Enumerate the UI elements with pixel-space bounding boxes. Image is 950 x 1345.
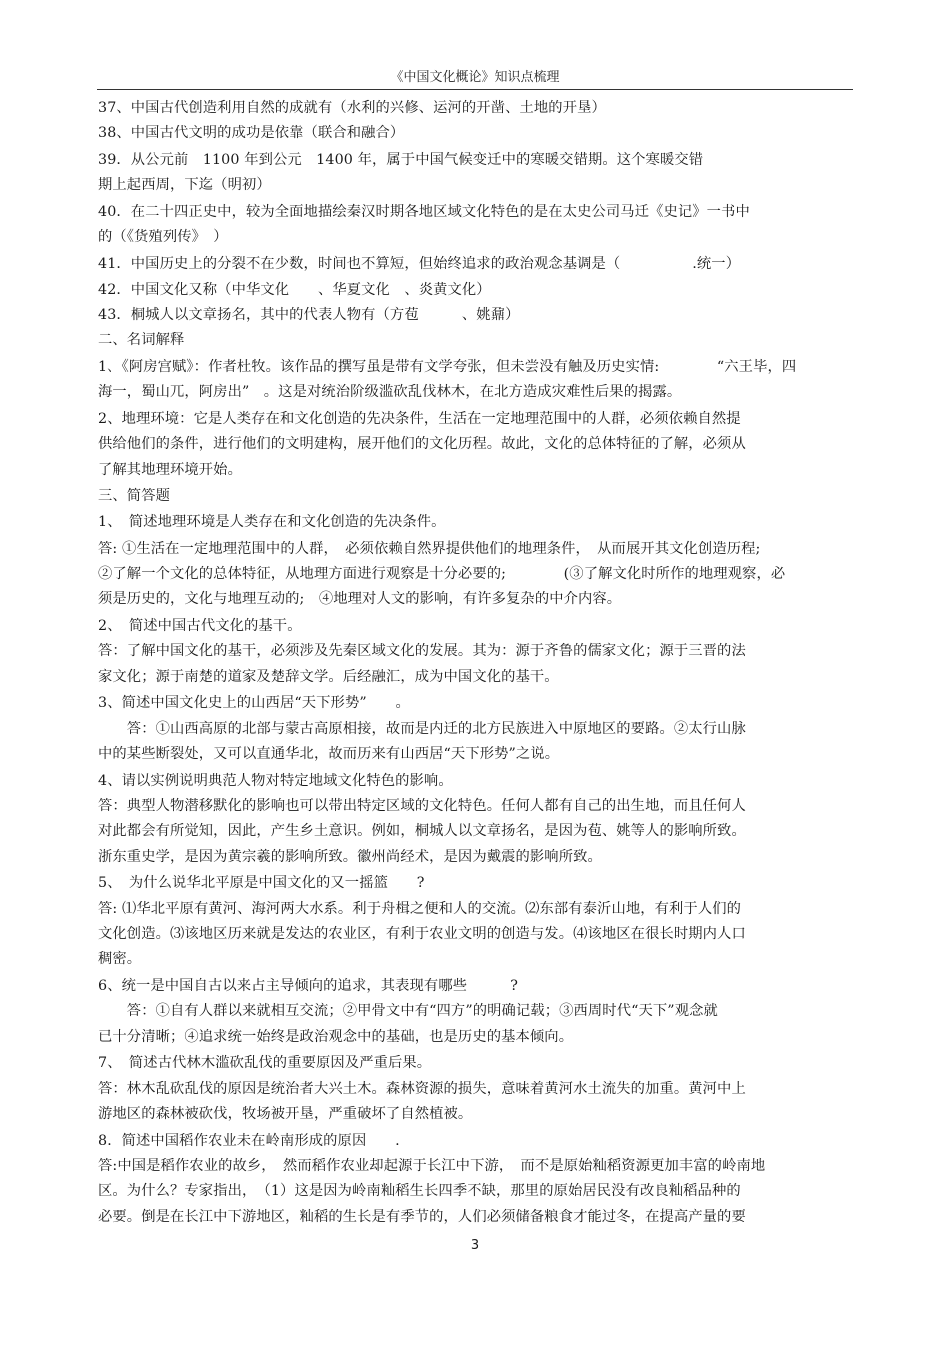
text-line: 2、 简述中国古代文化的基干。 bbox=[98, 617, 302, 634]
text-line: 海一，蜀山兀，阿房出” 。这是对统治阶级滥砍乱伐林木，在北方造成灾难性后果的揭露。 bbox=[98, 384, 682, 401]
text-line: 中的某些断裂处，又可以直通华北，故而历来有山西居“天下形势”之说。 bbox=[98, 745, 560, 762]
text-line: 41．中国历史上的分裂不在少数，时间也不算短，但始终追求的政治观念基调是（ .统一） bbox=[98, 256, 741, 273]
text-line: 期上起西周，下迄（明初） bbox=[98, 177, 271, 194]
header-rule bbox=[97, 89, 853, 90]
text-line: 答：林木乱砍乱伐的原因是统治者大兴土木。森林资源的损失，意味着黄河水土流失的加重。黄河中上 bbox=[98, 1080, 746, 1097]
text-line: 对此都会有所觉知，因此，产生乡土意识。例如，桐城人以文章扬名，是因为苞、姚等人的影响所致。 bbox=[98, 823, 746, 840]
text-line: 答: ①生活在一定地理范围中的人群， 必须依赖自然界提供他们的地理条件， 从而展开其文化创造历程; bbox=[98, 540, 761, 557]
text-line: 1、 简述地理环境是人类存在和文化创造的先决条件。 bbox=[98, 513, 446, 530]
running-header: 《中国文化概论》知识点梳理 bbox=[390, 70, 560, 85]
text-line: 7、 简述古代林木滥砍乱伐的重要原因及严重后果。 bbox=[98, 1055, 432, 1072]
text-line: ②了解一个文化的总体特征，从地理方面进行观察是十分必要的; (③了解文化时所作的地理观察，必 bbox=[98, 565, 786, 582]
text-line: 5、 为什么说华北平原是中国文化的又一摇篮 ? bbox=[98, 875, 425, 892]
text-line: 43．桐城人以文章扬名，其中的代表人物有（方苞 、姚鼐） bbox=[98, 306, 520, 323]
text-line: 已十分清晰；④追求统一始终是政治观念中的基础，也是历史的基本倾向。 bbox=[98, 1028, 574, 1045]
text-line: 了解其地理环境开始。 bbox=[98, 461, 242, 478]
text-line: 4、请以实例说明典范人物对特定地域文化特色的影响。 bbox=[98, 772, 453, 789]
page-number: 3 bbox=[470, 1238, 480, 1253]
text-line: 答：①山西高原的北部与蒙古高原相接，故而是内迁的北方民族进入中原地区的要路。②太行山脉 bbox=[98, 720, 746, 737]
text-line: 答:中国是稻作农业的故乡， 然而稻作农业却起源于长江中下游， 而不是原始籼稻资源更加丰富的岭南地 bbox=[98, 1158, 766, 1175]
text-line: 浙东重史学，是因为黄宗羲的影响所致。徽州尚经术，是因为戴震的影响所致。 bbox=[98, 848, 602, 865]
text-line: 42．中国文化又称（中华文化 、华夏文化 、炎黄文化） bbox=[98, 281, 491, 298]
text-line: 供给他们的条件，进行他们的文明建构，展开他们的文化历程。故此，文化的总体特征的了解，必须从 bbox=[98, 436, 746, 453]
text-line: 答: ⑴华北平原有黄河、海河两大水系。利于舟楫之便和人的交流。⑵东部有泰沂山地，有利于人们的 bbox=[98, 900, 742, 917]
text-line: 2、地理环境：它是人类存在和文化创造的先决条件，生活在一定地理范围中的人群，必须依赖自然提 bbox=[98, 411, 741, 428]
text-line: 8．简述中国稻作农业未在岭南形成的原因 . bbox=[98, 1132, 400, 1149]
text-line: 6、统一是中国自古以来占主导倾向的追求，其表现有哪些 ? bbox=[98, 978, 519, 995]
text-line: 游地区的森林被砍伐，牧场被开垦，严重破坏了自然植被。 bbox=[98, 1106, 473, 1123]
text-line: 37、中国古代创造利用自然的成就有（水利的兴修、运河的开凿、土地的开垦） bbox=[98, 100, 606, 116]
text-line: 1､《阿房宫赋》：作者杜牧。该作品的撰写虽是带有文学夸张，但未尝没有触及历史实情: “六王毕，四 bbox=[98, 358, 797, 375]
text-line: 答：①自有人群以来就相互交流；②甲骨文中有“四方”的明确记载；③西周时代“天下”观念就 bbox=[98, 1003, 718, 1020]
text-line: 答：典型人物潜移默化的影响也可以带出特定区域的文化特色。任何人都有自己的出生地，而且任何人 bbox=[98, 798, 746, 815]
text-line: 必要。倒是在长江中下游地区，籼稻的生长是有季节的，人们必须储备粮食才能过冬，在提高产量的要 bbox=[98, 1208, 746, 1225]
text-line: 二、名词解释 bbox=[98, 332, 185, 349]
text-line: 的（《货殖列传》 ） bbox=[98, 229, 228, 246]
text-line: 39．从公元前 1100 年到公元 1400 年，属于中国气候变迁中的寒暖交错期。这个寒暖交错 bbox=[98, 152, 704, 169]
text-line: 40．在二十四正史中，较为全面地描绘秦汉时期各地区域文化特色的是在太史公司马迁《史记》一书中 bbox=[98, 204, 750, 221]
text-line: 三、简答题 bbox=[98, 488, 170, 505]
text-line: 区。为什么？专家指出， （1）这是因为岭南籼稻生长四季不缺，那里的原始居民没有改良籼稻品种的 bbox=[98, 1183, 741, 1200]
text-line: 3、简述中国文化史上的山西居“天下形势” 。 bbox=[98, 695, 410, 712]
text-line: 文化创造。⑶该地区历来就是发达的农业区，有利于农业文明的创造与发。⑷该地区在很长时期内人口 bbox=[98, 926, 746, 942]
text-line: 须是历史的，文化与地理互动的; ④地理对人文的影响，有许多复杂的中介内容。 bbox=[98, 591, 622, 608]
document-body bbox=[98, 96, 838, 1230]
text-line: 稠密。 bbox=[98, 951, 142, 968]
text-line: 38、中国古代文明的成功是依靠（联合和融合） bbox=[98, 125, 405, 142]
text-line: 答：了解中国文化的基干，必须涉及先秦区域文化的发展。其为：源于齐鲁的儒家文化；源于三晋的法 bbox=[98, 643, 746, 660]
text-line: 家文化；源于南楚的道家及楚辞文学。后经融汇，成为中国文化的基干。 bbox=[98, 668, 559, 685]
